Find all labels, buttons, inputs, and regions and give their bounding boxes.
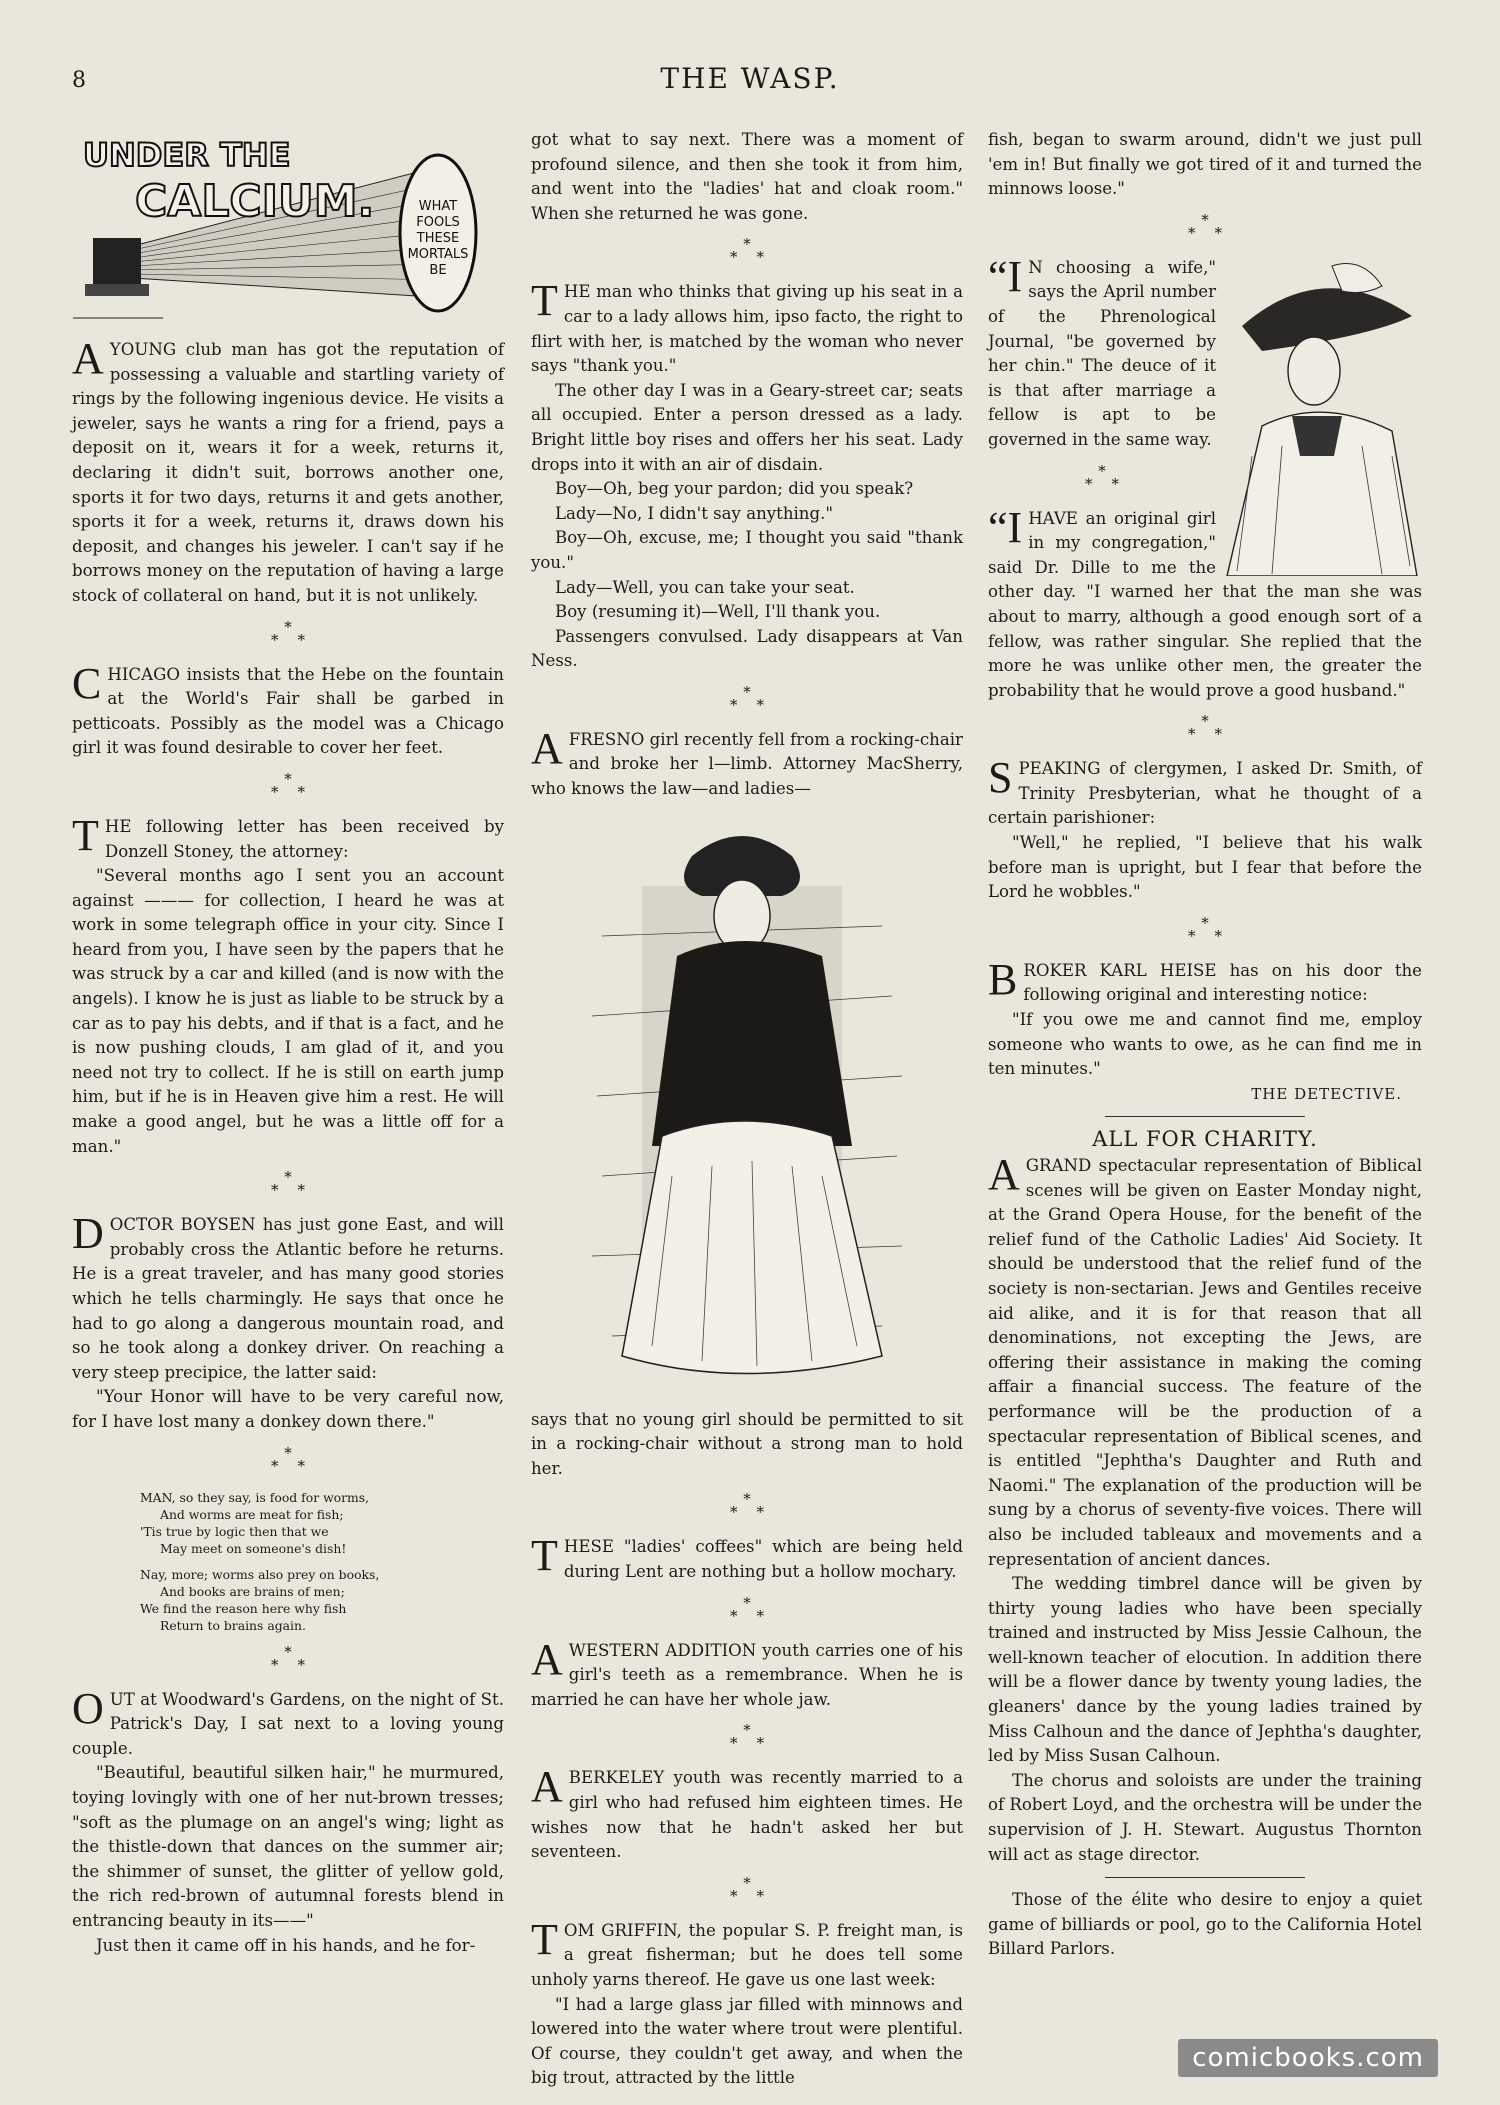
poem-line: Nay, more; worms also prey on books,: [140, 1566, 380, 1582]
article-boysen-quote: "Your Honor will have to be very careful now, for I have lost many a donkey down there.": [72, 1387, 504, 1431]
article-charity: A GRAND spectacular representation of Biblical scenes will be given on Easter Monday night, at the Grand Opera House, for the benefit of the relief fund of the Catholic Ladies' Aid Society. It should be understood that the relief fund of the society is non-sectarian. Jews and Gentiles receive aid alike, and it is for that reason that all denominations, not excepting the Jews, are offering their assistance in making the coming affair a financial success. The feature of the performance will be the production of a spectacular representation of Biblical scenes, and is entitled "Jephtha's Daughter and Ruth and Naomi." The explanation of the production will be sung by a chorus of seventy-five voices. There will also be included tableaux and movements and a representation of ancient dances.: [988, 1150, 1422, 1569]
separator-stars: * * *: [270, 617, 306, 649]
dialogue-line: Boy—Oh, excuse, me; I thought you said "thank you.": [531, 528, 963, 572]
article-woodwards-cont: got what to say next. There was a moment of profound silence, and then she took it from him, and went into the "ladies' hat and cloak room." When she returned he was gone.: [531, 130, 963, 223]
watermark-logo: comicbooks.com: [1178, 2039, 1438, 2077]
separator-stars: * * *: [1187, 712, 1223, 744]
woman-in-hat-illustration: [1222, 256, 1422, 576]
separator-stars: * * *: [270, 1168, 306, 1200]
separator-stars: * * *: [1187, 210, 1223, 242]
svg-text:UNDER THE: UNDER THE: [83, 136, 291, 174]
separator-stars: * * *: [729, 1490, 765, 1522]
article-charity-dance: The wedding timbrel dance will be given by thirty young ladies who have been specially trained and instructed by Miss Jessie Calhoun, the well-known teacher of elocution. In addition there will be a flower dance by twenty young ladies, the gleaners' dance by the young ladies trained by Miss Calhoun and the dance of Jephtha's daughter, led by Miss Susan Calhoun.: [988, 1574, 1422, 1766]
poem-line: MAN, so they say, is food for worms,: [140, 1489, 370, 1505]
article-clergymen-quote: "Well," he replied, "I believe that his walk before man is upright, but I fear that before the Lord he wobbles.": [988, 833, 1422, 902]
article-coffees: THESE "ladies' coffees" which are being held during Lent are nothing but a hollow mochary.: [531, 1531, 963, 1582]
article-rings: A YOUNG club man has got the reputation of possessing a valuable and startling variety of rings by the following ingenious device. He visits a jeweler, says he wants a ring for a friend, pays a deposit on it, wears it for a week, returns it, declaring it didn't suit, borrows another one, sports it for two days, returns it and gets another, sports it for a week, returns it, draws down his deposit, and changes his jeweler. I can't say if he borrows money on the reputation of having a large stock of collateral on hand, but it is not unlikely.: [72, 334, 504, 605]
article-heise-notice: "If you owe me and cannot find me, employ someone who wants to owe, as he can find me in ten minutes.": [988, 1010, 1422, 1079]
dialogue-line: Boy (resuming it)—Well, I'll thank you.: [555, 602, 881, 622]
svg-text:CALCIUM.: CALCIUM.: [135, 176, 375, 227]
article-chicago: CHICAGO insists that the Hebe on the fountain at the World's Fair shall be garbed in petticoats. Possibly as the model was a Chicago girl it was found desirable to cover her feet.: [72, 658, 504, 758]
article-charity-chorus: The chorus and soloists are under the training of Robert Loyd, and the orchestra will be under the supervision of J. H. Stewart. Augustus Thornton will act as stage director.: [988, 1770, 1423, 1864]
dialogue-line: Lady—No, I didn't say anything.": [555, 503, 834, 523]
article-fresno-end: says that no young girl should be permitted to sit in a rocking-chair without a strong man to hold her.: [531, 1409, 963, 1478]
article-clergymen: SPEAKING of clergymen, I asked Dr. Smith, of Trinity Presbyterian, what he thought of a certain parishioner:: [988, 753, 1422, 828]
article-boysen: DOCTOR BOYSEN has just gone East, and will probably cross the Atlantic before he returns. He is a great traveler, and has many good stories which he tells charmingly. He says that once he had to go along a dangerous mountain road, and so he took along a donkey driver. On reaching a very steep precipice, the latter said:: [72, 1209, 504, 1382]
article-griffin-story: "I had a large glass jar filled with minnows and lowered into the water where trout were plentiful. Of course, they couldn't get away, and when the big trout, attracted by the little: [531, 1994, 963, 2088]
poem-line: 'Tis true by logic then that we: [140, 1523, 329, 1539]
separator-stars: * * *: [270, 769, 306, 801]
column-3: [988, 128, 1422, 1962]
article-woodwards-end: Just then it came off in his hands, and he for-: [96, 1935, 476, 1955]
masthead-title: THE WASP.: [660, 62, 840, 95]
article-phrenological: “I N choosing a wife," says the April number of the Phrenological Journal, "be governed by her chin." The deuce of it is that after marriage a fellow is apt to be governed in the same way.: [988, 251, 1216, 449]
svg-text:WHAT: WHAT: [418, 199, 458, 214]
article-heise: BROKER KARL HEISE has on his door the following original and interesting notice:: [988, 954, 1422, 1005]
article-letter: THE following letter has been received by Donzell Stoney, the attorney:: [72, 810, 504, 861]
advertisement-billiards: Those of the élite who desire to enjoy a quiet game of billiards or pool, go to the California Hotel Billard Parlors.: [988, 1890, 1422, 1959]
headline-all-for-charity: ALL FOR CHARITY.: [1092, 1127, 1318, 1152]
poem-line: And worms are meat for fish;: [160, 1506, 344, 1522]
rocking-chair-girl-illustration: [582, 816, 912, 1396]
article-letter-body: "Several months ago I sent you an account against ——— for collection, I heard he was at work in some telegraph office in your city. Since I heard from you, I have seen by the papers that he was struck by a car and killed (and is now with the angels). I know he is just as liable to be struck by a car as to pay his debts, and if that is a fact, and he is now pushing clouds, I am glad of it, and you need not try to collect. If he is still on earth jump him, but if he is in Heaven give him a rest. He will make a good angel, but he was a little off for a man.": [72, 866, 504, 1156]
separator-stars: * * *: [1084, 461, 1120, 493]
poem-line: And books are brains of men;: [160, 1583, 345, 1599]
poem-line: We find the reason here why fish: [140, 1600, 347, 1616]
poem-worms: [72, 1489, 504, 1634]
dialogue-line: Lady—Well, you can take your seat.: [555, 577, 855, 597]
section-rule: [1105, 1116, 1305, 1117]
separator-stars: * * *: [1187, 913, 1223, 945]
article-dille: “I HAVE an original girl in my congregation," said Dr. Dille to me the other day. "I warned her that the man she was about to marry, although a good enough sort of a fellow, was rather singular. She replied that the more he was unlike other men, the greater the probability that he would prove a good husband.": [988, 502, 1422, 700]
svg-text:BE: BE: [429, 263, 447, 278]
article-seat-end: Passengers convulsed. Lady disappears at Van Ness.: [531, 626, 963, 671]
under-the-calcium-logo: [73, 128, 503, 338]
section-rule: [1105, 1877, 1305, 1878]
separator-stars: * * *: [729, 682, 765, 714]
svg-text:FOOLS: FOOLS: [416, 215, 460, 230]
page-header: [72, 62, 1428, 102]
article-seat: THE man who thinks that giving up his seat in a car to a lady allows him, ipso facto, the right to flirt with her, is matched by the woman who never says "thank you.": [531, 276, 963, 376]
article-seat-story: The other day I was in a Geary-street car; seats all occupied. Enter a person dressed as a lady. Bright little boy rises and offers her his seat. Lady drops into it with an air of disdain.: [531, 380, 963, 474]
column-2: [531, 128, 963, 2091]
page-number: 8: [72, 68, 86, 93]
article-fresno: A FRESNO girl recently fell from a rocking-chair and broke her l—limb. Attorney MacSherry, who knows the law—and ladies—: [531, 723, 963, 799]
poem-line: Return to brains again.: [160, 1617, 306, 1633]
separator-stars: * * *: [729, 1593, 765, 1625]
article-griffin-cont: fish, began to swarm around, didn't we just pull 'em in! But finally we got tired of it and turned the minnows loose.": [988, 130, 1422, 199]
separator-stars: * * *: [729, 1721, 765, 1753]
article-western-addition: A WESTERN ADDITION youth carries one of his girl's teeth as a remembrance. When he is married he can have her whole jaw.: [531, 1634, 963, 1709]
separator-stars: * * *: [729, 1873, 765, 1905]
article-griffin: TOM GRIFFIN, the popular S. P. freight man, is a great fisherman; but he does tell some unholy yarns thereof. He gave us one last week:: [531, 1914, 963, 1989]
poem-line: May meet on someone's dish!: [160, 1540, 347, 1556]
separator-stars: * * *: [729, 235, 765, 267]
svg-text:THESE: THESE: [416, 231, 460, 246]
svg-text:MORTALS: MORTALS: [407, 247, 469, 262]
article-berkeley: A BERKELEY youth was recently married to a girl who had refused him eighteen times. He wishes now that he hadn't asked her but seventeen.: [531, 1762, 963, 1862]
article-woodwards: OUT at Woodward's Gardens, on the night of St. Patrick's Day, I sat next to a loving young couple.: [72, 1683, 504, 1758]
article-woodwards-quote: "Beautiful, beautiful silken hair," he murmured, toying lovingly with one of her nut-brown tresses; "soft as the plumage on an angel's wing; light as the thistle-down that dances on the summer air; the shimmer of sunset, the glitter of yellow gold, the rich red-brown of autumnal forests blend in entrancing beauty in its——": [72, 1763, 504, 1930]
byline-signature: THE DETECTIVE.: [1251, 1084, 1402, 1103]
dialogue-line: Boy—Oh, beg your pardon; did you speak?: [555, 479, 914, 499]
separator-stars: * * *: [270, 1443, 306, 1475]
separator-stars: * * *: [270, 1642, 306, 1674]
column-1: [72, 128, 504, 1958]
